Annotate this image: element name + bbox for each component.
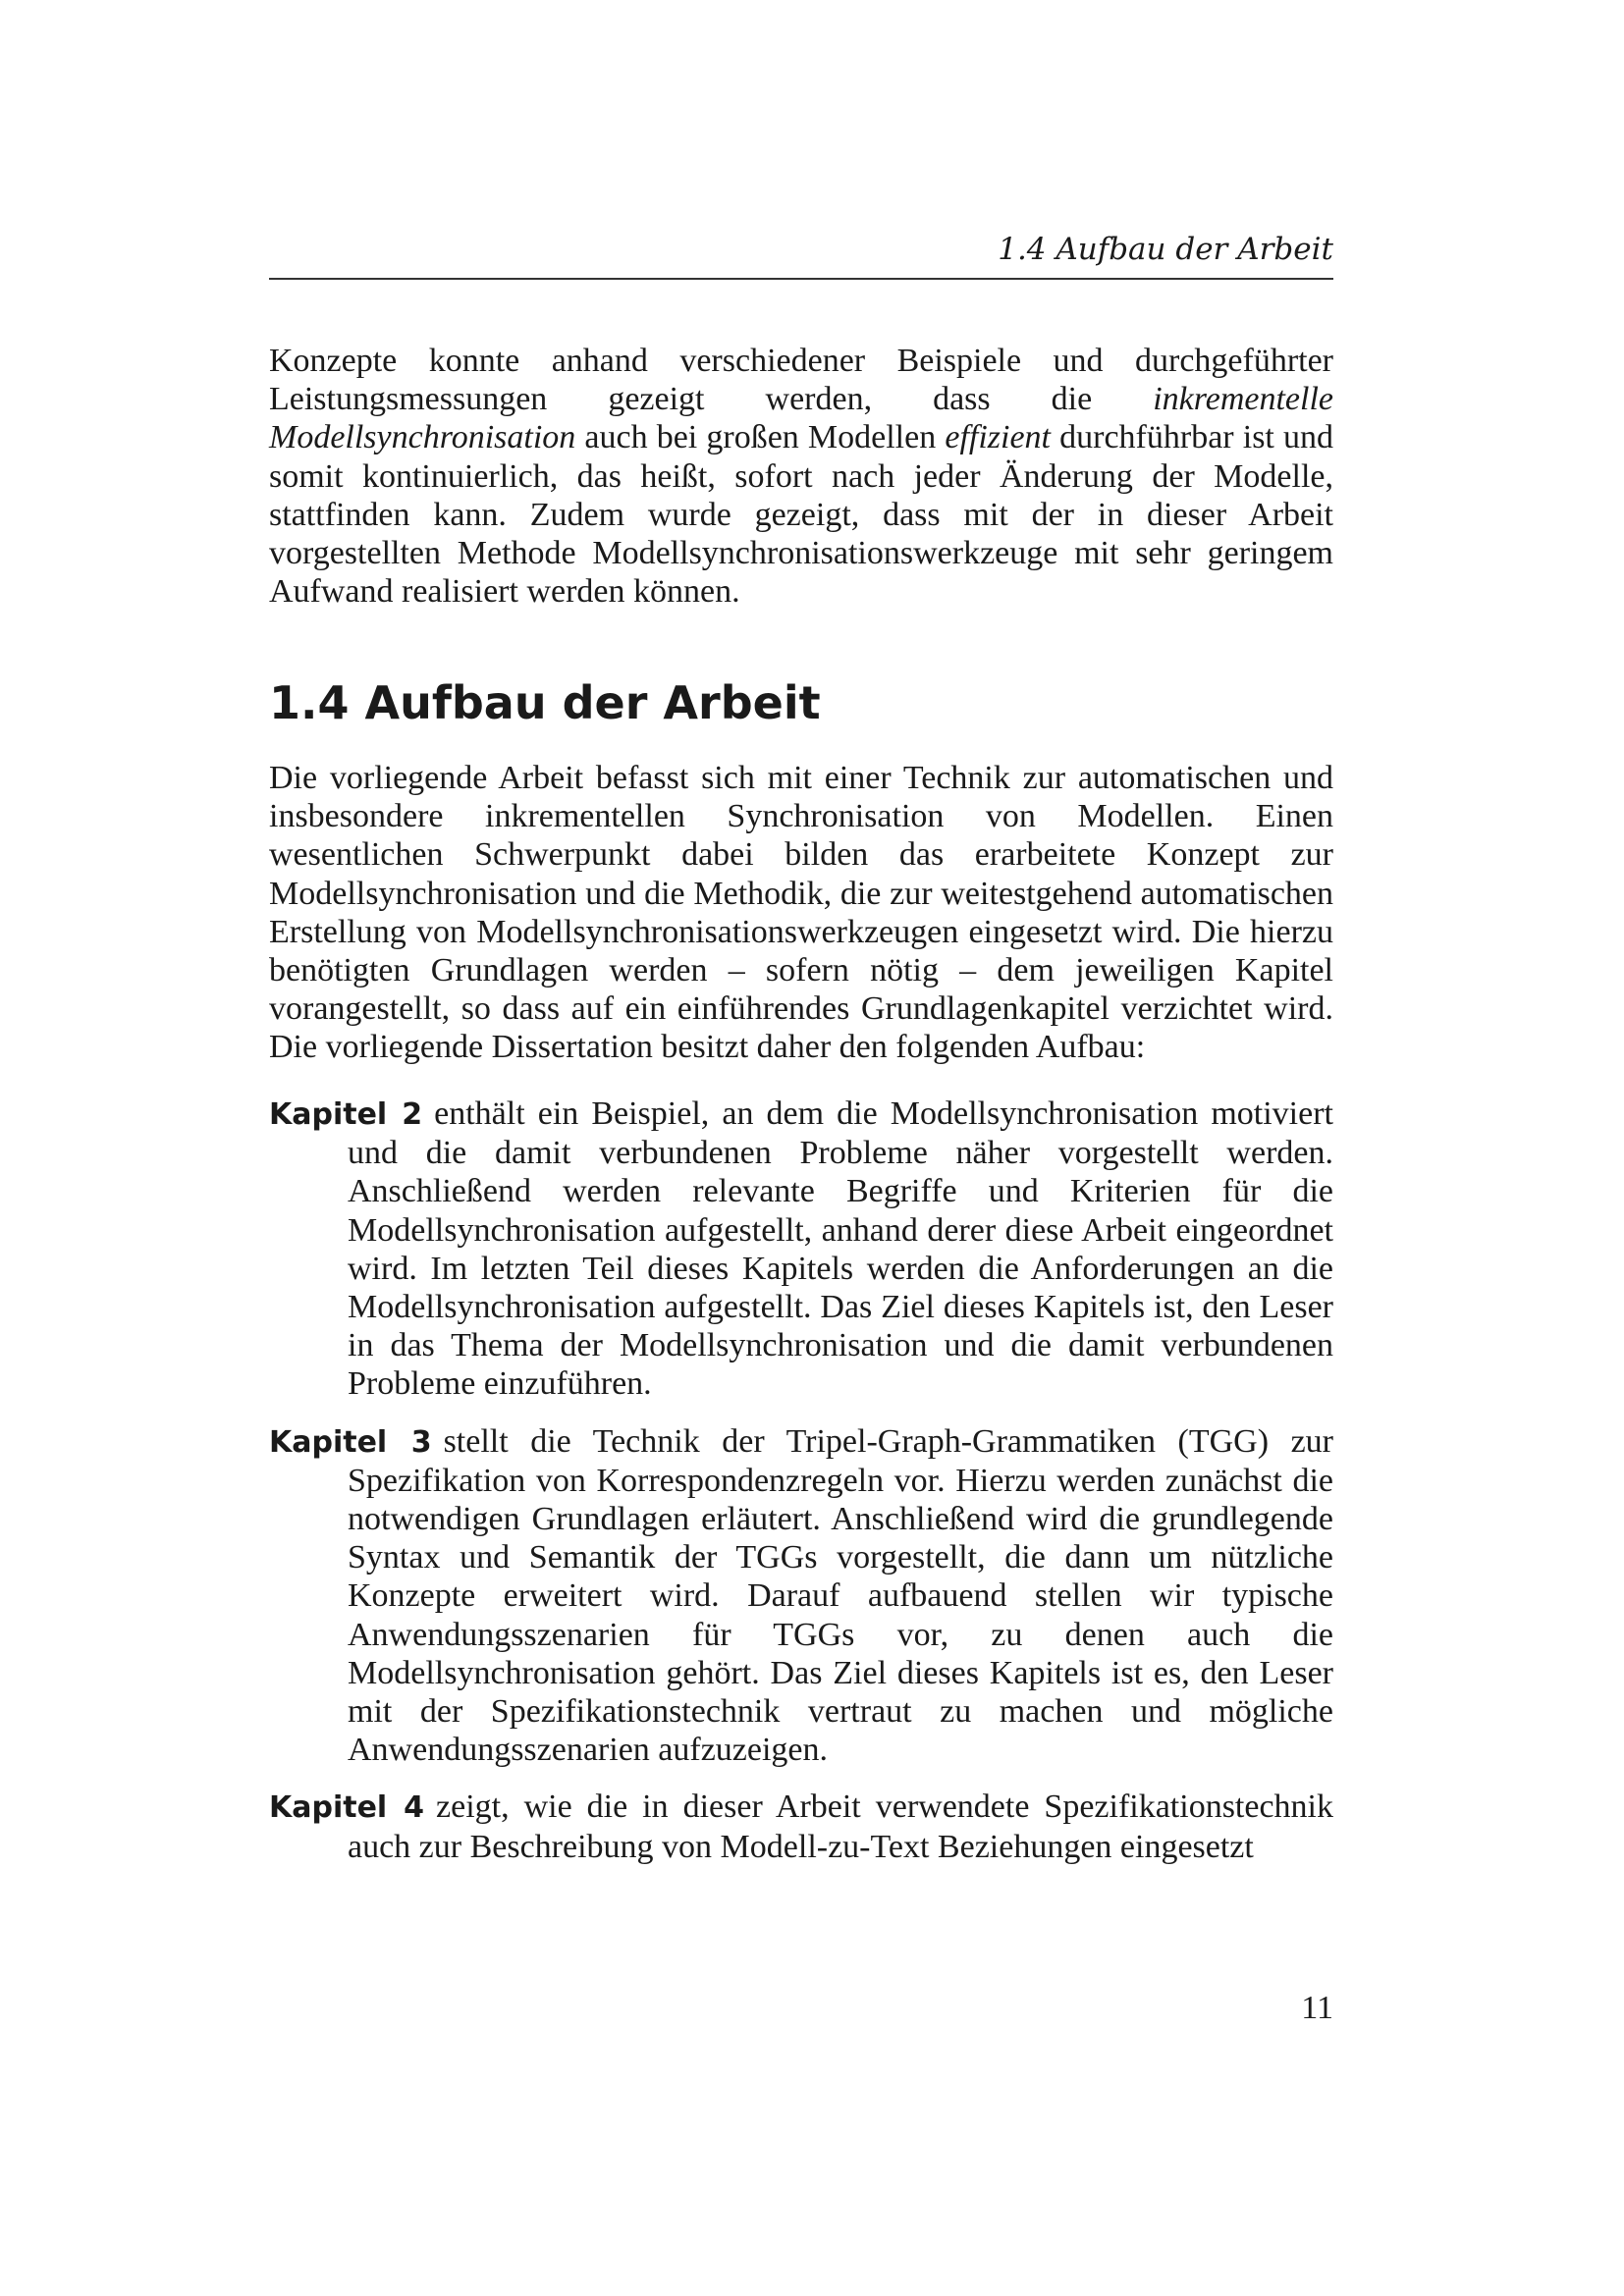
page-number: 11: [1301, 1990, 1333, 2026]
intro-text-1: Konzepte konnte anhand verschiedener Beispiele und durchgeführter Leistungsmessungen gezeigt werden, dass die: [269, 343, 1333, 418]
chapter-description: zeigt, wie die in dieser Arbeit verwendete Spezifikationstechnik auch zur Beschreibung von Modell-zu-Text Beziehungen eingesetzt: [348, 1789, 1334, 1865]
header-rule: [269, 278, 1333, 280]
intro-emphasis-2: effizient: [945, 419, 1052, 456]
intro-emphasis-1: inkrementelle Modellsynchronisation: [269, 381, 1333, 456]
chapter-list: [269, 1095, 1333, 1885]
chapter-label: Kapitel 4: [269, 1790, 425, 1826]
intro-text-2: auch bei großen Modellen: [575, 419, 946, 456]
running-head: 1.4 Aufbau der Arbeit: [998, 232, 1333, 267]
section-heading: 1.4 Aufbau der Arbeit: [269, 676, 821, 729]
intro-paragraph: [269, 342, 1333, 611]
chapter-item-4: [269, 1788, 1333, 1865]
chapter-label: Kapitel 2: [269, 1097, 423, 1132]
intro-text-3: durchführbar ist und somit kontinuierlich, das heißt, sofort nach jeder Änderung der Modelle, stattfinden kann. Zudem wurde gezeigt, dass mit der in dieser Arbeit vorgestellten Methode Modellsynchronisationswerkzeuge mit sehr geringem Aufwand realisiert werden können.: [269, 419, 1333, 611]
chapter-item-2: [269, 1095, 1333, 1404]
chapter-description: stellt die Technik der Tripel-Graph-Grammatiken (TGG) zur Spezifikation von Korrespondenzregeln vor. Hierzu werden zunächst die notwendigen Grundlagen erläutert. Anschließend wird die grundlegende Syntax und Semantik der TGGs vorgestellt, die dann um nützliche Konzepte erweitert wird. Darauf aufbauend stellen wir typische Anwendungsszenarien für TGGs vor, zu denen auch die Modellsynchronisation gehört. Das Ziel dieses Kapitels ist es, den Leser mit der Spezifikationstechnik vertraut zu machen und mögliche Anwendungsszenarien aufzuzeigen.: [348, 1422, 1333, 1769]
chapter-label: Kapitel 3: [269, 1424, 432, 1460]
section-paragraph: Die vorliegende Arbeit befasst sich mit einer Technik zur automatischen und insbesondere inkrementellen Synchronisation von Modellen. Einen wesentlichen Schwerpunkt dabei bilden das erarbeitete Konzept zur Modellsynchronisation und die Methodik, die zur weitestgehend automatischen Erstellung von Modellsynchronisationswerkzeugen eingesetzt wird. Die hierzu benötigten Grundlagen werden – sofern nötig – dem jeweiligen Kapitel vorangestellt, so dass auf ein einführendes Grundlagenkapitel verzichtet wird. Die vorliegende Dissertation besitzt daher den folgenden Aufbau:: [269, 760, 1333, 1066]
chapter-description: enthält ein Beispiel, an dem die Modellsynchronisation motiviert und die damit verbundenen Probleme näher vorgestellt werden. Anschließend werden relevante Begriffe und Kriterien für die Modellsynchronisation aufgestellt, anhand derer diese Arbeit eingeordnet wird. Im letzten Teil dieses Kapitels werden die Anforderungen an die Modellsynchronisation aufgestellt. Das Ziel dieses Kapitels ist, den Leser in das Thema der Modellsynchronisation und die damit verbundenen Probleme einzuführen.: [348, 1095, 1333, 1403]
chapter-item-3: [269, 1422, 1333, 1770]
